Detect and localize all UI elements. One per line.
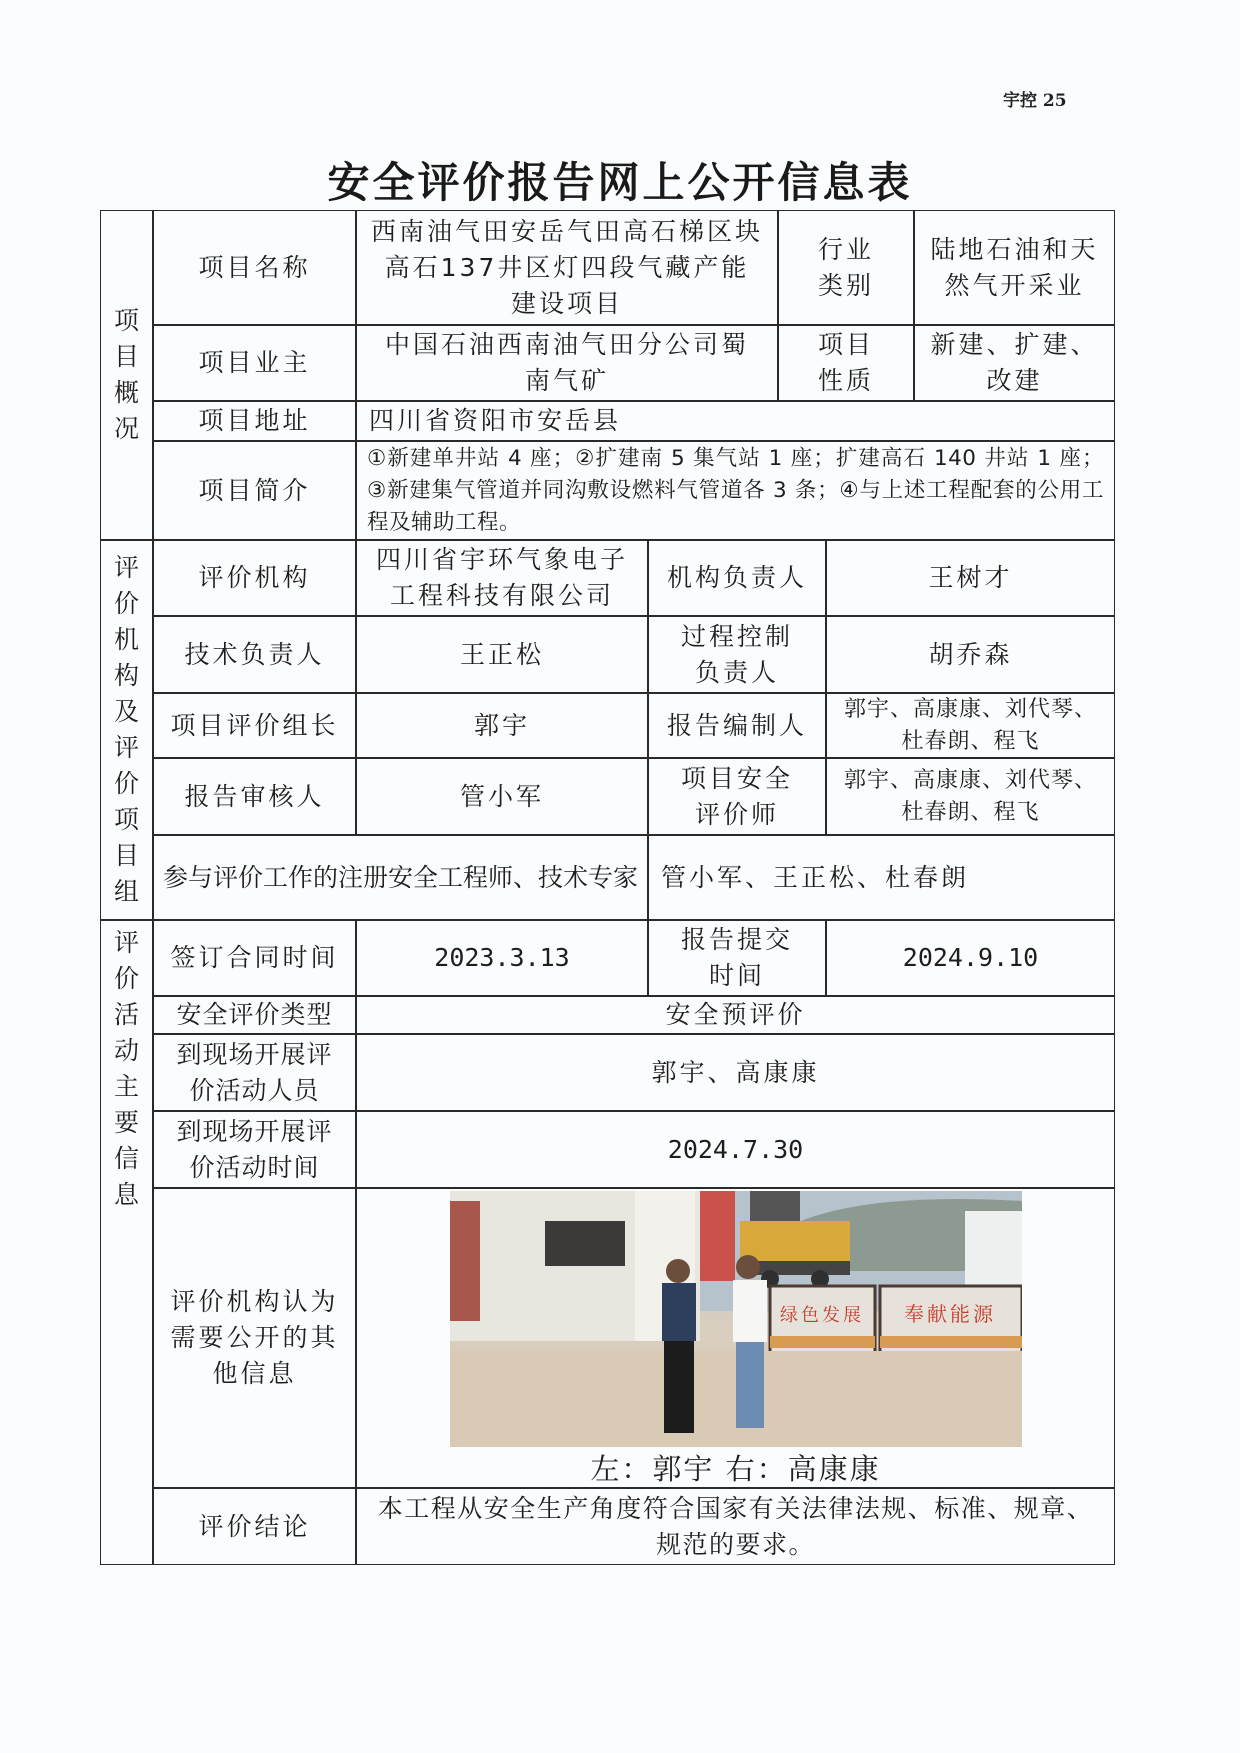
section-label-org: 评 价 机 构 及 评 价 项 目 组 bbox=[100, 540, 153, 920]
value-report-reviewer: 管小军 bbox=[356, 758, 648, 835]
label-project-nature: 项目性质 bbox=[778, 325, 914, 401]
site-photo-illustration bbox=[450, 1191, 1022, 1447]
value-experts: 管小军、王正松、杜春朗 bbox=[648, 835, 1115, 920]
value-team-leader: 郭宇 bbox=[356, 693, 648, 758]
page-code: 宇控 25 bbox=[1003, 91, 1067, 111]
other-info-cell bbox=[356, 1188, 1115, 1488]
label-report-reviewer: 报告审核人 bbox=[153, 758, 356, 835]
label-conclusion: 评价结论 bbox=[153, 1488, 356, 1565]
label-tech-head: 技术负责人 bbox=[153, 616, 356, 693]
label-other-info: 评价机构认为需要公开的其他信息 bbox=[153, 1188, 356, 1488]
value-safety-assessor: 郭宇、高康康、刘代琴、杜春朗、程飞 bbox=[826, 758, 1115, 835]
label-project-address: 项目地址 bbox=[153, 401, 356, 441]
label-industry: 行业类别 bbox=[778, 210, 914, 325]
document-title: 安全评价报告网上公开信息表 bbox=[327, 158, 913, 207]
label-experts: 参与评价工作的注册安全工程师、技术专家 bbox=[153, 835, 648, 920]
label-team-leader: 项目评价组长 bbox=[153, 693, 356, 758]
value-process-head: 胡乔森 bbox=[826, 616, 1115, 693]
label-agency-head: 机构负责人 bbox=[648, 540, 826, 616]
label-project-owner: 项目业主 bbox=[153, 325, 356, 401]
label-report-author: 报告编制人 bbox=[648, 693, 826, 758]
value-agency-head: 王树才 bbox=[826, 540, 1115, 616]
label-safety-assessor: 项目安全评价师 bbox=[648, 758, 826, 835]
value-project-owner: 中国石油西南油气田分公司蜀南气矿 bbox=[356, 325, 778, 401]
value-contract-date: 2023.3.13 bbox=[356, 920, 648, 996]
label-agency: 评价机构 bbox=[153, 540, 356, 616]
label-project-name: 项目名称 bbox=[153, 210, 356, 325]
value-project-name: 西南油气田安岳气田高石梯区块高石137井区灯四段气藏产能建设项目 bbox=[356, 210, 778, 325]
section-label-activity: 评 价 活 动 主 要 信 息 bbox=[100, 920, 153, 1565]
value-project-nature: 新建、扩建、改建 bbox=[914, 325, 1115, 401]
label-contract-date: 签订合同时间 bbox=[153, 920, 356, 996]
section-label-overview: 项 目 概 况 bbox=[100, 210, 153, 540]
section-text: 项 bbox=[113, 306, 139, 335]
value-site-time: 2024.7.30 bbox=[356, 1111, 1115, 1188]
svg-text:绿色发展: 绿色发展 bbox=[779, 1305, 864, 1326]
photo-caption: 左：郭宇 右：高康康 bbox=[590, 1452, 881, 1486]
value-agency: 四川省宇环气象电子工程科技有限公司 bbox=[356, 540, 648, 616]
svg-text:奉献能源: 奉献能源 bbox=[903, 1302, 996, 1326]
value-conclusion: 本工程从安全生产角度符合国家有关法律法规、标准、规章、规范的要求。 bbox=[356, 1488, 1115, 1565]
label-process-head: 过程控制负责人 bbox=[648, 616, 826, 693]
site-photo bbox=[450, 1191, 1022, 1447]
value-report-author: 郭宇、高康康、刘代琴、杜春朗、程飞 bbox=[826, 693, 1115, 758]
value-project-intro: ①新建单井站 4 座；②扩建南 5 集气站 1 座；扩建高石 140 井站 1 座；③新建集气管道并同沟敷设燃料气管道各 3 条；④与上述工程配套的公用工程及辅助工程。 bbox=[356, 441, 1115, 540]
value-tech-head: 王正松 bbox=[356, 616, 648, 693]
label-project-intro: 项目简介 bbox=[153, 441, 356, 540]
value-industry: 陆地石油和天然气开采业 bbox=[914, 210, 1115, 325]
label-submit-date: 报告提交时间 bbox=[648, 920, 826, 996]
label-site-staff: 到现场开展评价活动人员 bbox=[153, 1034, 356, 1111]
value-assessment-type: 安全预评价 bbox=[356, 996, 1115, 1034]
label-site-time: 到现场开展评价活动时间 bbox=[153, 1111, 356, 1188]
value-site-staff: 郭宇、高康康 bbox=[356, 1034, 1115, 1111]
value-submit-date: 2024.9.10 bbox=[826, 920, 1115, 996]
label-assessment-type: 安全评价类型 bbox=[153, 996, 356, 1034]
value-project-address: 四川省资阳市安岳县 bbox=[356, 401, 1115, 441]
